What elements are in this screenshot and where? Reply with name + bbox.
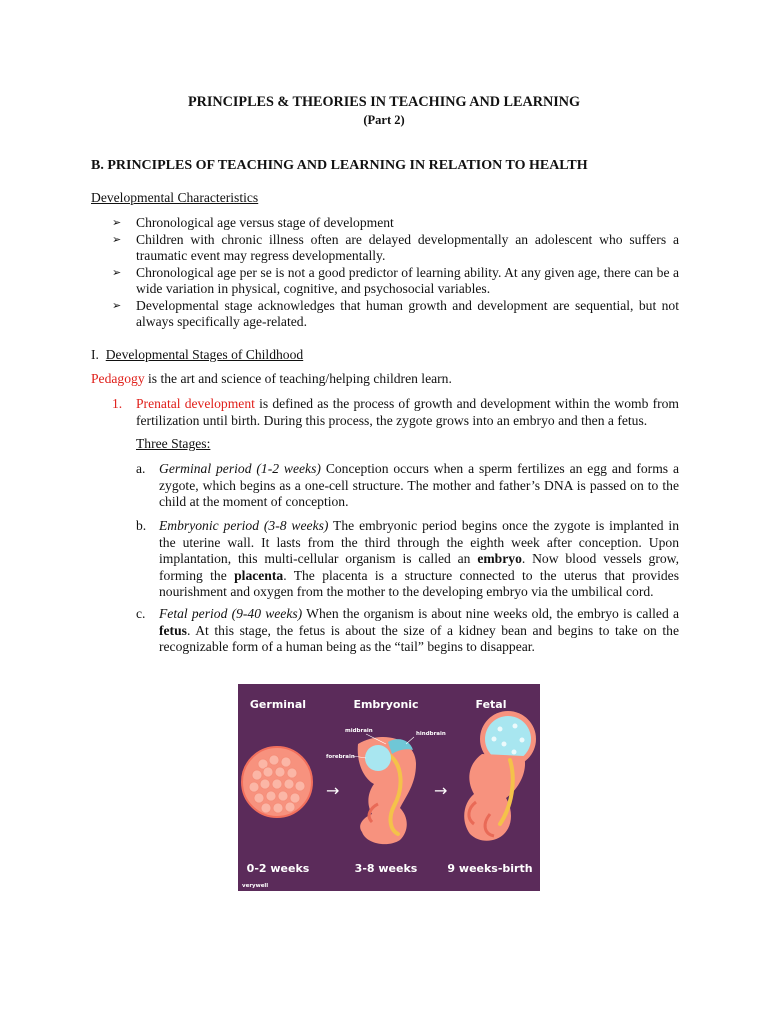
fetal-weeks-label: 9 weeks-birth: [447, 862, 533, 875]
section-marker: I.: [91, 347, 99, 362]
germinal-weeks-label: 0-2 weeks: [246, 862, 310, 875]
bold-term: fetus: [159, 622, 187, 638]
stage-text: . The placenta is a structure connected to the uterus that provides nourishment and oxygen from the mother to the developing embryo via the umbilical cord.: [159, 567, 679, 599]
bold-term: placenta: [234, 567, 284, 583]
section-b-heading: B. PRINCIPLES OF TEACHING AND LEARNING IN RELATION TO HEALTH: [91, 158, 588, 173]
developmental-characteristics-heading: Developmental Characteristics: [91, 190, 259, 205]
section-i-heading: [91, 347, 303, 364]
document-subtitle: (Part 2): [363, 113, 405, 127]
arrow-bullet-icon: ➢: [112, 298, 122, 312]
stage-letter: b.: [136, 518, 147, 533]
stage-text: . At this stage, the fetus is about the size of a kidney bean and begins to take on the recognizable form of a human being as the “tail” begins to disappear.: [159, 622, 679, 654]
pedagogy-text: is the art and science of teaching/helping children learn.: [144, 371, 452, 386]
list-item: ➢ Chronological age versus stage of development: [112, 215, 394, 230]
stage-embryonic: [136, 518, 679, 601]
arrow-bullet-icon: ➢: [112, 216, 122, 229]
prenatal-term: Prenatal development: [136, 396, 255, 411]
forebrain-label: forebrain: [326, 754, 355, 760]
section-i-title: Developmental Stages of Childhood: [105, 347, 304, 362]
item-number: 1.: [112, 396, 123, 411]
stage-text: When the organism is about nine weeks old, the embryo is called a: [302, 606, 679, 621]
list-item: ➢ Developmental stage acknowledges that human growth and development are sequential, but not always specifically age-related.: [112, 297, 679, 329]
midbrain-label: midbrain: [345, 728, 373, 734]
hindbrain-label: hindbrain: [416, 731, 446, 737]
arrow-bullet-icon: ➢: [112, 265, 122, 279]
stage-text: Conception occurs when a sperm fertilizes an egg and forms a zygote, which begins as a one-cell structure. The mother and father’s DNA is passed on to the child at the moment of conception.: [159, 461, 679, 509]
stage-text: . Now blood vessels grow, forming the: [159, 551, 679, 583]
stage-letter: a.: [136, 461, 146, 476]
bold-term: embryo: [477, 551, 522, 566]
characteristics-list: [112, 215, 679, 331]
arrow-icon: →: [434, 781, 448, 800]
arrow-bullet-icon: ➢: [112, 232, 122, 246]
pedagogy-definition: [91, 371, 452, 388]
prenatal-stages-illustration: [238, 684, 540, 891]
verywell-logo: verywell: [242, 883, 269, 889]
list-item: ➢ Children with chronic illness often are delayed developmentally an adolescent who suffers a traumatic event may regress developmentally.: [112, 231, 679, 263]
arrow-icon: →: [326, 781, 340, 800]
document-title: PRINCIPLES & THEORIES IN TEACHING AND LEARNING: [187, 94, 581, 110]
prenatal-text: is defined as the process of growth and development within the womb from fertilization until birth. During this process, the zygote grows into an embryo and then a fetus.: [136, 396, 679, 428]
stage-title: Germinal period (1-2 weeks): [159, 461, 321, 476]
stage-title: Embryonic period (3-8 weeks): [159, 518, 329, 533]
stage-title: Fetal period (9-40 weeks): [159, 606, 303, 621]
three-stages-label: Three Stages:: [136, 436, 211, 451]
prenatal-item: [112, 396, 679, 429]
stage-fetal: [136, 606, 679, 656]
zygote-illustration: [242, 747, 312, 817]
stage-text: The embryonic period begins once the zygote is implanted in the uterine wall. It lasts from the third through the eighth week after conception. Upon implantation, this multi-cellular organism is called an: [159, 518, 679, 566]
stage-letter: c.: [136, 606, 146, 621]
prenatal-stages-figure: [238, 684, 540, 891]
fetal-label: Fetal: [475, 698, 507, 711]
pedagogy-term: Pedagogy: [91, 371, 145, 386]
embryonic-weeks-label: 3-8 weeks: [354, 862, 418, 875]
list-item: ➢ Chronological age per se is not a good predictor of learning ability. At any given age, there can be a wide variation in physical, cognitive, and psychosocial variables.: [112, 264, 679, 296]
embryonic-label: Embryonic: [353, 698, 419, 711]
germinal-label: Germinal: [249, 698, 307, 711]
stage-germinal: [136, 461, 679, 511]
